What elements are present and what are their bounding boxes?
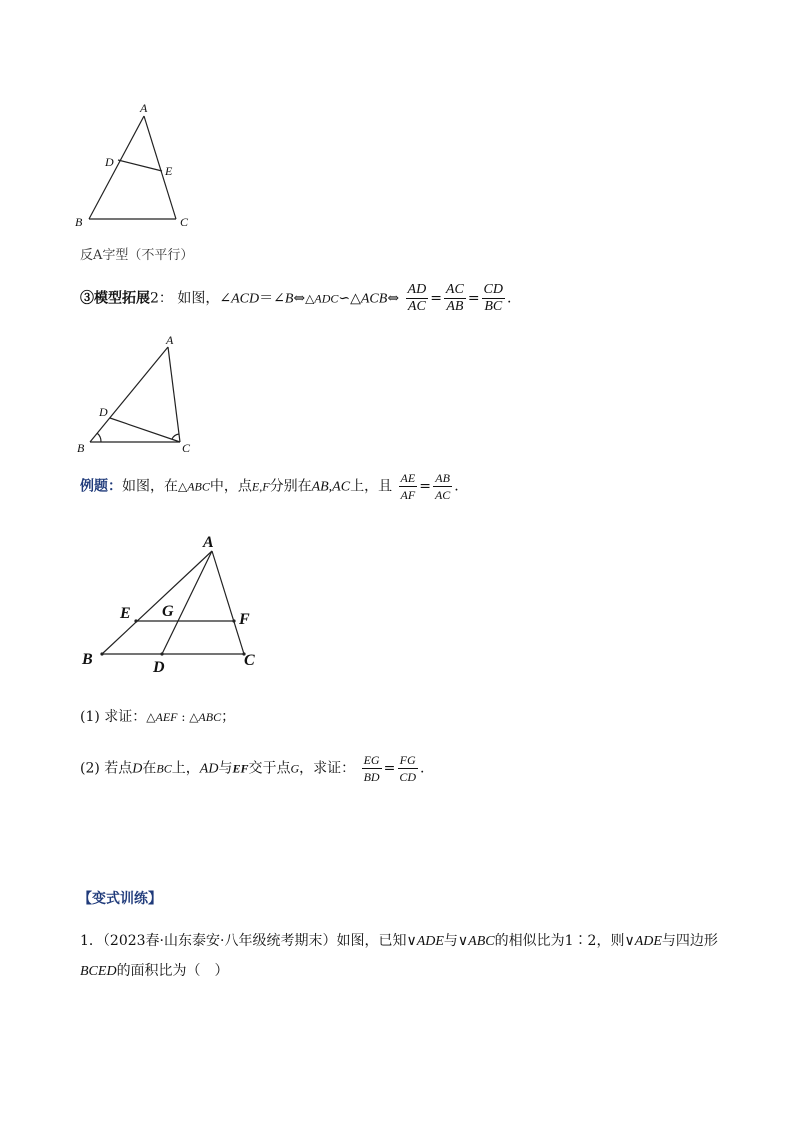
question-1: (1) 求证：△AEF : △ABC；: [80, 709, 236, 725]
fig3-dot-f: [232, 619, 235, 622]
fig2-label-d: D: [99, 405, 108, 419]
fig2-label-a: A: [166, 333, 174, 347]
fig3-side-ac: [212, 551, 244, 654]
label-a: A: [140, 101, 148, 115]
practice-problem-1: 1．（2023春·山东泰安·八年级统考期末）如图，已知∨ADE与∨ABC的相似比为1∶2，则∨ADE与四边形: [80, 933, 718, 949]
q2-number: (2): [80, 760, 100, 777]
fig3-dot-e: [134, 619, 137, 622]
fraction-ad-ac: $\frac{AD}{AC}$: [407, 282, 427, 314]
side-ab: [89, 116, 144, 219]
fig2-segment-dc: [110, 418, 180, 442]
fig3-label-f: F: [239, 611, 250, 628]
fraction-ae-af: $\frac{AE}{AF}$: [400, 471, 416, 502]
fraction-ab-ac: $\frac{AB}{AC}$: [434, 471, 451, 502]
example-line: 例题：如图，在△ABC中，点E,F分别在AB,AC上，且 $\frac{AE}{AF}$ = $\frac{AB}{AC}$ .: [80, 471, 459, 502]
practice-problem-1-cont: BCED的面积比为（ ）: [80, 963, 229, 979]
fig3-label-b: B: [82, 651, 93, 668]
angle-mark-b: [97, 433, 101, 442]
practice-heading: 【变式训练】: [78, 891, 162, 907]
fraction-eg-bd: $\frac{EG}{BD}$: [363, 753, 380, 784]
question-2: (2) 若点D在BC上，AD与EF交于点G，求证： $\frac{EG}{BD}$ = $\frac{FG}{CD}$ .: [80, 753, 425, 784]
example-label: 例题: [80, 478, 108, 495]
fraction-fg-cd: $\frac{FG}{CD}$: [399, 753, 416, 784]
fig3-label-a: A: [203, 534, 214, 551]
problem-source: （2023春·山东泰安·八年级统考期末）: [102, 933, 337, 949]
label-c: C: [180, 215, 189, 229]
fig2-side-ac: [168, 347, 180, 442]
fraction-ac-ab: $\frac{AC}{AB}$: [445, 282, 464, 314]
fig3-label-d: D: [153, 659, 165, 676]
model-label: 模型拓展: [94, 290, 150, 307]
fig3-dot-d: [160, 652, 163, 655]
fig2-label-c: C: [182, 441, 191, 455]
fig3-label-g: G: [162, 603, 174, 620]
model-number: 2: [150, 290, 159, 307]
segment-de: [118, 160, 162, 171]
fraction-cd-bc: $\frac{CD}{BC}$: [483, 282, 503, 314]
problem-number: 1．: [80, 933, 103, 949]
angle-mark-c: [172, 434, 179, 439]
fig3-label-c: C: [244, 652, 255, 669]
model-intro: 如图，: [177, 290, 220, 307]
label-b: B: [75, 215, 83, 229]
label-d: D: [105, 155, 114, 169]
circled-marker: ③: [80, 290, 94, 307]
fig3-dot-b: [100, 652, 103, 655]
label-e: E: [165, 164, 173, 178]
fig3-label-e: E: [120, 605, 131, 622]
q1-number: (1): [80, 709, 100, 725]
figure-caption: 反A字型（不平行）: [80, 248, 194, 263]
fig2-label-b: B: [77, 441, 85, 455]
fig2-side-ab: [90, 347, 168, 442]
fig3-side-ab: [102, 551, 212, 654]
model-extension-line: ③模型拓展2： 如图，∠ACD＝∠B⇔△ADC∽△ACB⇔ $\frac{AD}{AC}$ = $\frac{AC}{AB}$ = $\frac{CD}{BC}$ .: [80, 282, 512, 314]
